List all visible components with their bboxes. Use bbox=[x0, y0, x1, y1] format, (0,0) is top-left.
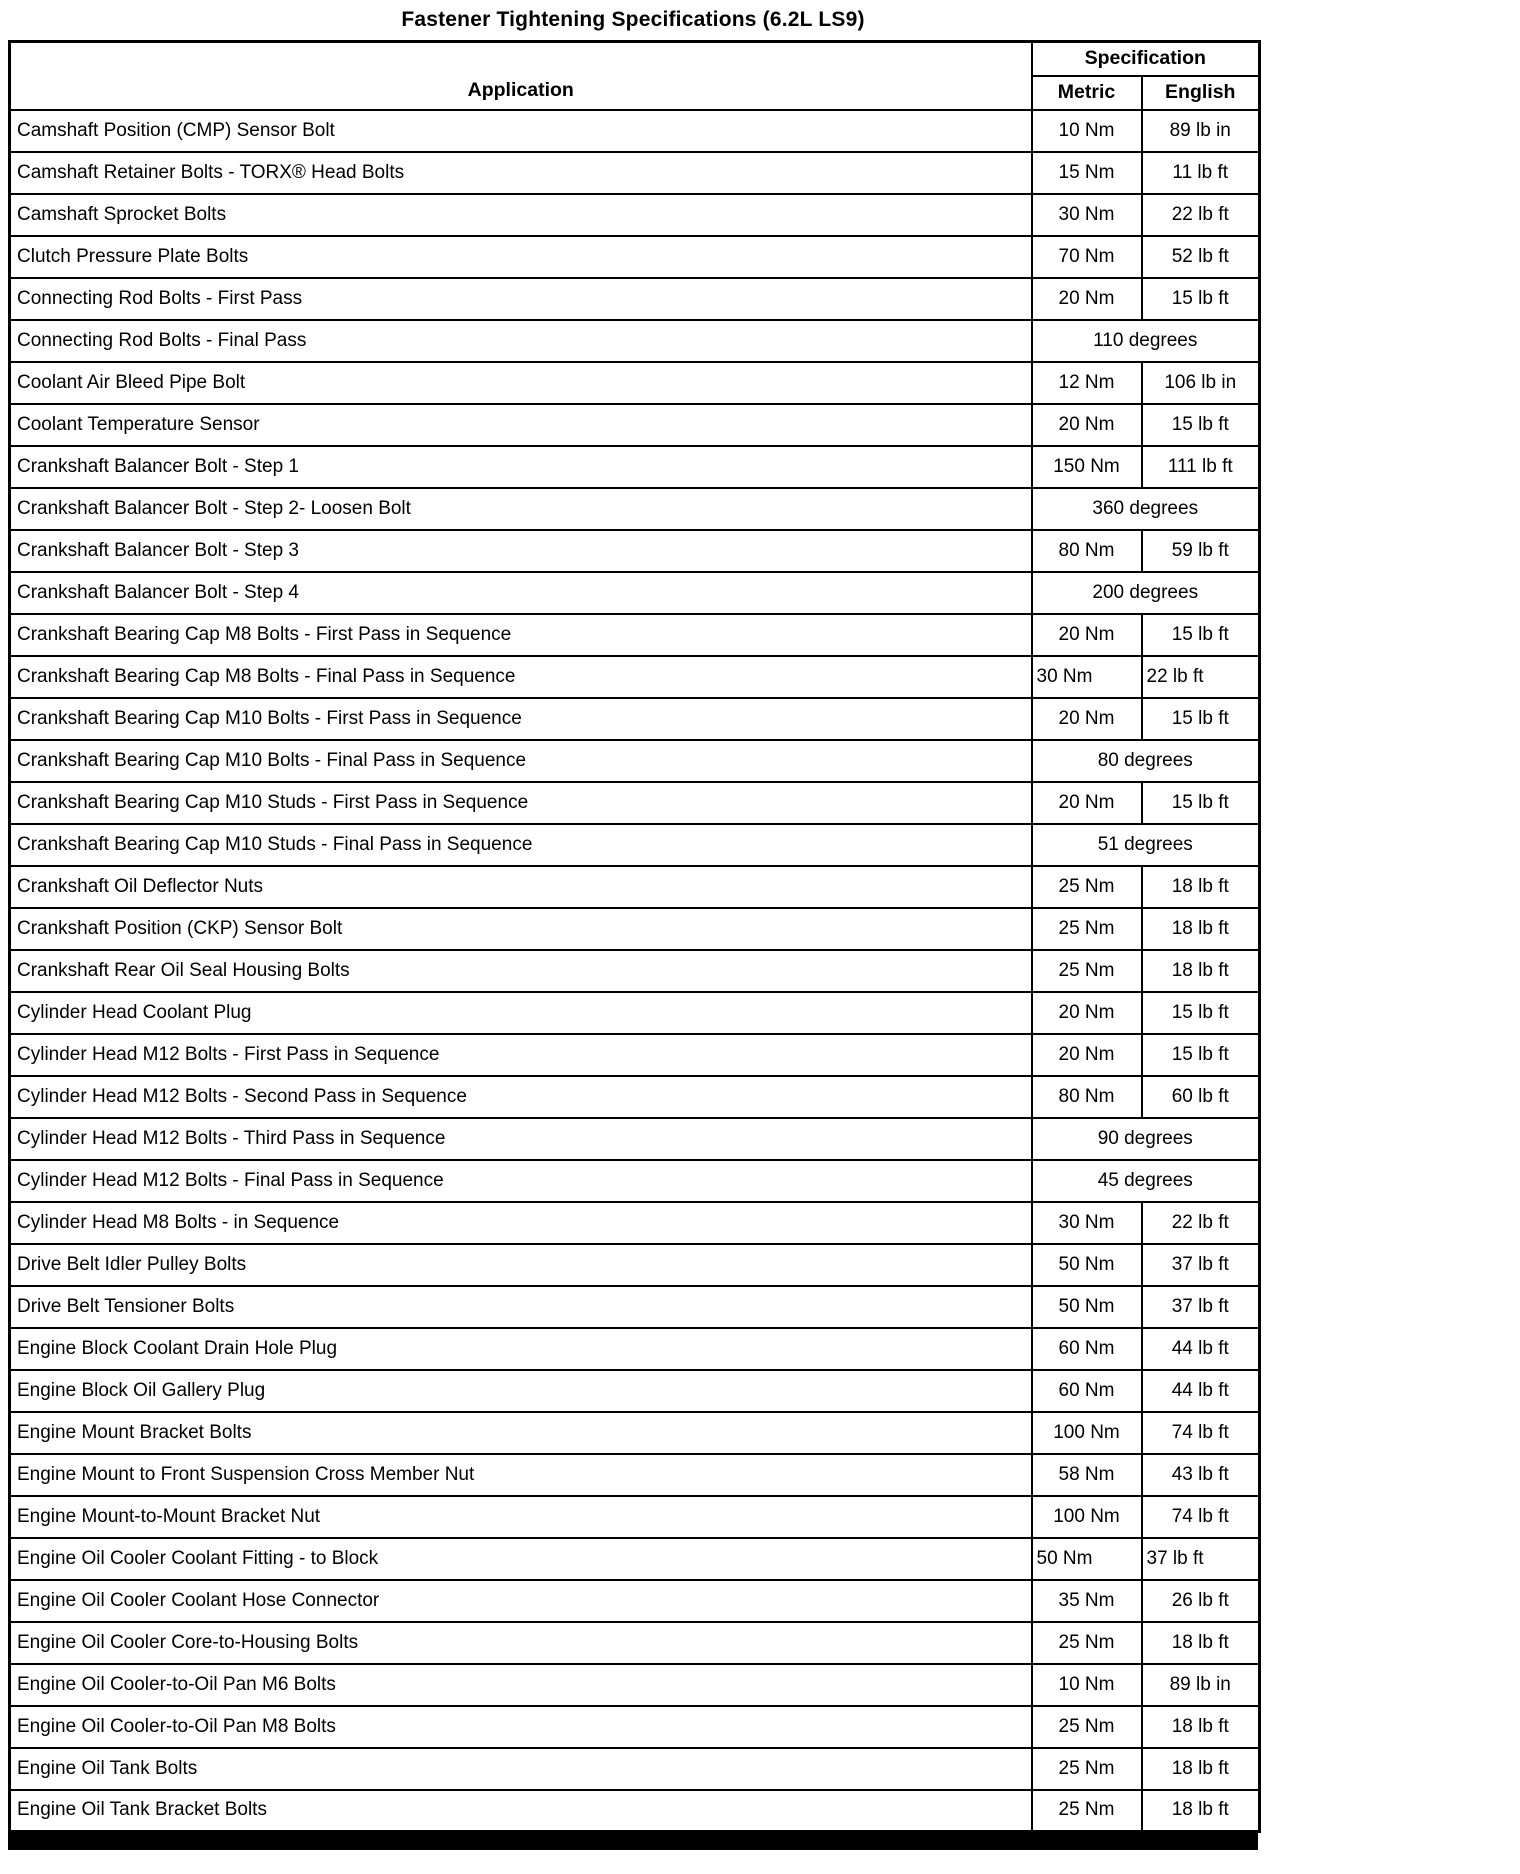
fastener-spec-table bbox=[8, 40, 1261, 1833]
metric-cell: 20 Nm bbox=[1032, 278, 1142, 320]
application-cell: Clutch Pressure Plate Bolts bbox=[10, 236, 1032, 278]
application-cell: Crankshaft Rear Oil Seal Housing Bolts bbox=[10, 950, 1032, 992]
table-row bbox=[10, 782, 1260, 824]
english-cell: 111 lb ft bbox=[1142, 446, 1260, 488]
specification-span-cell: 110 degrees bbox=[1032, 320, 1260, 362]
metric-cell: 20 Nm bbox=[1032, 992, 1142, 1034]
english-cell: 37 lb ft bbox=[1142, 1244, 1260, 1286]
column-header-specification: Specification bbox=[1032, 42, 1260, 76]
english-cell: 59 lb ft bbox=[1142, 530, 1260, 572]
table-row bbox=[10, 1328, 1260, 1370]
application-cell: Crankshaft Bearing Cap M8 Bolts - Final Pass in Sequence bbox=[10, 656, 1032, 698]
page-title: Fastener Tightening Specifications (6.2L LS9) bbox=[401, 8, 865, 31]
metric-cell: 30 Nm bbox=[1032, 194, 1142, 236]
application-cell: Crankshaft Balancer Bolt - Step 4 bbox=[10, 572, 1032, 614]
english-cell: 18 lb ft bbox=[1142, 866, 1260, 908]
english-cell: 18 lb ft bbox=[1142, 1622, 1260, 1664]
application-cell: Crankshaft Oil Deflector Nuts bbox=[10, 866, 1032, 908]
english-cell: 89 lb in bbox=[1142, 1664, 1260, 1706]
table-row bbox=[10, 1244, 1260, 1286]
metric-cell: 10 Nm bbox=[1032, 110, 1142, 152]
table-row bbox=[10, 1454, 1260, 1496]
application-cell: Cylinder Head M12 Bolts - First Pass in Sequence bbox=[10, 1034, 1032, 1076]
english-cell: 15 lb ft bbox=[1142, 782, 1260, 824]
application-cell: Crankshaft Balancer Bolt - Step 3 bbox=[10, 530, 1032, 572]
application-cell: Crankshaft Bearing Cap M8 Bolts - First Pass in Sequence bbox=[10, 614, 1032, 656]
table-row bbox=[10, 992, 1260, 1034]
application-cell: Cylinder Head M12 Bolts - Third Pass in Sequence bbox=[10, 1118, 1032, 1160]
metric-cell: 35 Nm bbox=[1032, 1580, 1142, 1622]
application-cell: Engine Block Oil Gallery Plug bbox=[10, 1370, 1032, 1412]
column-header-metric: Metric bbox=[1032, 76, 1142, 110]
application-cell: Crankshaft Bearing Cap M10 Studs - Final Pass in Sequence bbox=[10, 824, 1032, 866]
application-cell: Engine Oil Cooler Coolant Hose Connector bbox=[10, 1580, 1032, 1622]
metric-cell: 20 Nm bbox=[1032, 782, 1142, 824]
metric-cell: 60 Nm bbox=[1032, 1328, 1142, 1370]
application-cell: Cylinder Head M8 Bolts - in Sequence bbox=[10, 1202, 1032, 1244]
metric-cell: 50 Nm bbox=[1032, 1244, 1142, 1286]
application-cell: Camshaft Sprocket Bolts bbox=[10, 194, 1032, 236]
column-header-english: English bbox=[1142, 76, 1260, 110]
table-row bbox=[10, 194, 1260, 236]
metric-cell: 150 Nm bbox=[1032, 446, 1142, 488]
table-row bbox=[10, 1160, 1260, 1202]
application-cell: Camshaft Position (CMP) Sensor Bolt bbox=[10, 110, 1032, 152]
application-cell: Camshaft Retainer Bolts - TORX® Head Bolts bbox=[10, 152, 1032, 194]
metric-cell: 10 Nm bbox=[1032, 1664, 1142, 1706]
english-cell: 18 lb ft bbox=[1142, 1706, 1260, 1748]
metric-cell: 58 Nm bbox=[1032, 1454, 1142, 1496]
application-cell: Engine Mount Bracket Bolts bbox=[10, 1412, 1032, 1454]
table-row bbox=[10, 614, 1260, 656]
application-cell: Crankshaft Bearing Cap M10 Bolts - First Pass in Sequence bbox=[10, 698, 1032, 740]
application-cell: Connecting Rod Bolts - Final Pass bbox=[10, 320, 1032, 362]
metric-cell: 30 Nm bbox=[1032, 1202, 1142, 1244]
english-cell: 15 lb ft bbox=[1142, 404, 1260, 446]
english-cell: 26 lb ft bbox=[1142, 1580, 1260, 1622]
application-cell: Engine Oil Tank Bolts bbox=[10, 1748, 1032, 1790]
application-cell: Engine Mount-to-Mount Bracket Nut bbox=[10, 1496, 1032, 1538]
english-cell: 18 lb ft bbox=[1142, 1748, 1260, 1790]
application-cell: Coolant Air Bleed Pipe Bolt bbox=[10, 362, 1032, 404]
metric-cell: 60 Nm bbox=[1032, 1370, 1142, 1412]
application-cell: Crankshaft Balancer Bolt - Step 2- Loosen Bolt bbox=[10, 488, 1032, 530]
header-row-specification bbox=[10, 42, 1260, 76]
english-cell: 89 lb in bbox=[1142, 110, 1260, 152]
table-row bbox=[10, 1370, 1260, 1412]
specification-span-cell: 80 degrees bbox=[1032, 740, 1260, 782]
metric-cell: 20 Nm bbox=[1032, 404, 1142, 446]
table-row bbox=[10, 740, 1260, 782]
metric-cell: 25 Nm bbox=[1032, 908, 1142, 950]
specification-span-cell: 90 degrees bbox=[1032, 1118, 1260, 1160]
english-cell: 15 lb ft bbox=[1142, 614, 1260, 656]
application-cell: Engine Oil Cooler-to-Oil Pan M8 Bolts bbox=[10, 1706, 1032, 1748]
table-row bbox=[10, 1790, 1260, 1832]
application-cell: Engine Mount to Front Suspension Cross Member Nut bbox=[10, 1454, 1032, 1496]
application-cell: Cylinder Head M12 Bolts - Final Pass in Sequence bbox=[10, 1160, 1032, 1202]
table-row bbox=[10, 152, 1260, 194]
application-cell: Engine Oil Cooler Core-to-Housing Bolts bbox=[10, 1622, 1032, 1664]
english-cell: 22 lb ft bbox=[1142, 1202, 1260, 1244]
english-cell: 74 lb ft bbox=[1142, 1412, 1260, 1454]
english-cell: 43 lb ft bbox=[1142, 1454, 1260, 1496]
metric-cell: 25 Nm bbox=[1032, 1790, 1142, 1832]
english-cell: 37 lb ft bbox=[1142, 1538, 1260, 1580]
table-row bbox=[10, 1076, 1260, 1118]
metric-cell: 25 Nm bbox=[1032, 1706, 1142, 1748]
table-row bbox=[10, 1622, 1260, 1664]
table-row bbox=[10, 1580, 1260, 1622]
metric-cell: 70 Nm bbox=[1032, 236, 1142, 278]
english-cell: 18 lb ft bbox=[1142, 908, 1260, 950]
application-cell: Crankshaft Balancer Bolt - Step 1 bbox=[10, 446, 1032, 488]
table-row bbox=[10, 866, 1260, 908]
english-cell: 37 lb ft bbox=[1142, 1286, 1260, 1328]
table-row bbox=[10, 278, 1260, 320]
table-row bbox=[10, 446, 1260, 488]
table-row bbox=[10, 1034, 1260, 1076]
table-row bbox=[10, 320, 1260, 362]
table-row bbox=[10, 698, 1260, 740]
english-cell: 18 lb ft bbox=[1142, 1790, 1260, 1832]
metric-cell: 25 Nm bbox=[1032, 866, 1142, 908]
metric-cell: 25 Nm bbox=[1032, 950, 1142, 992]
metric-cell: 80 Nm bbox=[1032, 1076, 1142, 1118]
metric-cell: 80 Nm bbox=[1032, 530, 1142, 572]
table-row bbox=[10, 1748, 1260, 1790]
table-row bbox=[10, 488, 1260, 530]
specification-span-cell: 51 degrees bbox=[1032, 824, 1260, 866]
metric-cell: 30 Nm bbox=[1032, 656, 1142, 698]
metric-cell: 50 Nm bbox=[1032, 1286, 1142, 1328]
table-row bbox=[10, 362, 1260, 404]
table-row bbox=[10, 110, 1260, 152]
english-cell: 15 lb ft bbox=[1142, 1034, 1260, 1076]
table-row bbox=[10, 908, 1260, 950]
application-cell: Engine Oil Tank Bracket Bolts bbox=[10, 1790, 1032, 1832]
table-row bbox=[10, 1664, 1260, 1706]
english-cell: 44 lb ft bbox=[1142, 1328, 1260, 1370]
metric-cell: 15 Nm bbox=[1032, 152, 1142, 194]
application-cell: Crankshaft Bearing Cap M10 Studs - First Pass in Sequence bbox=[10, 782, 1032, 824]
metric-cell: 20 Nm bbox=[1032, 1034, 1142, 1076]
metric-cell: 50 Nm bbox=[1032, 1538, 1142, 1580]
table-row bbox=[10, 824, 1260, 866]
application-cell: Engine Block Coolant Drain Hole Plug bbox=[10, 1328, 1032, 1370]
table-row bbox=[10, 236, 1260, 278]
page-cutoff-bar bbox=[8, 1833, 1258, 1850]
application-cell: Engine Oil Cooler-to-Oil Pan M6 Bolts bbox=[10, 1664, 1032, 1706]
english-cell: 44 lb ft bbox=[1142, 1370, 1260, 1412]
table-row bbox=[10, 950, 1260, 992]
table-row bbox=[10, 1286, 1260, 1328]
column-header-application: Application bbox=[10, 42, 1032, 110]
english-cell: 74 lb ft bbox=[1142, 1496, 1260, 1538]
english-cell: 15 lb ft bbox=[1142, 698, 1260, 740]
english-cell: 22 lb ft bbox=[1142, 656, 1260, 698]
metric-cell: 25 Nm bbox=[1032, 1622, 1142, 1664]
metric-cell: 25 Nm bbox=[1032, 1748, 1142, 1790]
application-cell: Cylinder Head Coolant Plug bbox=[10, 992, 1032, 1034]
table-row bbox=[10, 530, 1260, 572]
table-row bbox=[10, 1412, 1260, 1454]
table-row bbox=[10, 656, 1260, 698]
metric-cell: 20 Nm bbox=[1032, 698, 1142, 740]
specification-span-cell: 45 degrees bbox=[1032, 1160, 1260, 1202]
application-cell: Drive Belt Tensioner Bolts bbox=[10, 1286, 1032, 1328]
application-cell: Cylinder Head M12 Bolts - Second Pass in Sequence bbox=[10, 1076, 1032, 1118]
table-row bbox=[10, 572, 1260, 614]
application-cell: Engine Oil Cooler Coolant Fitting - to Block bbox=[10, 1538, 1032, 1580]
table-row bbox=[10, 1538, 1260, 1580]
table-row bbox=[10, 1706, 1260, 1748]
metric-cell: 12 Nm bbox=[1032, 362, 1142, 404]
application-cell: Crankshaft Bearing Cap M10 Bolts - Final Pass in Sequence bbox=[10, 740, 1032, 782]
metric-cell: 100 Nm bbox=[1032, 1496, 1142, 1538]
table-row bbox=[10, 1202, 1260, 1244]
metric-cell: 20 Nm bbox=[1032, 614, 1142, 656]
application-cell: Drive Belt Idler Pulley Bolts bbox=[10, 1244, 1032, 1286]
table-row bbox=[10, 1496, 1260, 1538]
english-cell: 60 lb ft bbox=[1142, 1076, 1260, 1118]
english-cell: 15 lb ft bbox=[1142, 992, 1260, 1034]
english-cell: 106 lb in bbox=[1142, 362, 1260, 404]
english-cell: 22 lb ft bbox=[1142, 194, 1260, 236]
specification-span-cell: 360 degrees bbox=[1032, 488, 1260, 530]
english-cell: 18 lb ft bbox=[1142, 950, 1260, 992]
application-cell: Coolant Temperature Sensor bbox=[10, 404, 1032, 446]
english-cell: 11 lb ft bbox=[1142, 152, 1260, 194]
table-row bbox=[10, 1118, 1260, 1160]
english-cell: 15 lb ft bbox=[1142, 278, 1260, 320]
application-cell: Crankshaft Position (CKP) Sensor Bolt bbox=[10, 908, 1032, 950]
metric-cell: 100 Nm bbox=[1032, 1412, 1142, 1454]
application-cell: Connecting Rod Bolts - First Pass bbox=[10, 278, 1032, 320]
table-row bbox=[10, 404, 1260, 446]
english-cell: 52 lb ft bbox=[1142, 236, 1260, 278]
specification-span-cell: 200 degrees bbox=[1032, 572, 1260, 614]
